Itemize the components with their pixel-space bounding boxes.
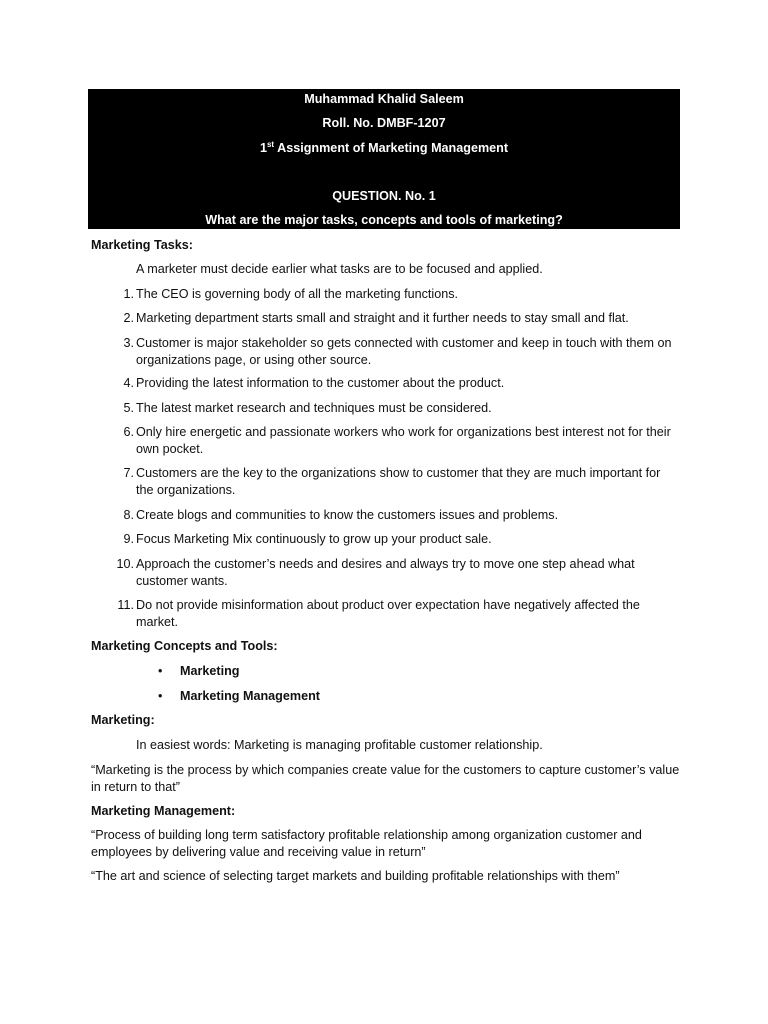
marketing-management-quote-2: “The art and science of selecting target markets and building profitable relationships with them” (91, 869, 620, 883)
task-number: 8. (123, 508, 134, 522)
task-number: 11. (117, 598, 134, 612)
marketing-management-quote-1: “Process of building long term satisfactory profitable relationship among organization customer and employees by delivering value and receiving value in return” (91, 828, 642, 859)
marketing-quote: “Marketing is the process by which companies create value for the customers to capture customer’s value in return to that” (91, 763, 680, 794)
task-number: 9. (123, 532, 134, 546)
task-text: Customers are the key to the organizations show to customer that they are much important for the organizations. (136, 466, 661, 497)
task-text: Only hire energetic and passionate workers who work for organizations best interest not for their own pocket. (136, 425, 671, 456)
task-text: Create blogs and communities to know the customers issues and problems. (136, 508, 559, 522)
bullet-text: Marketing Management (180, 689, 320, 703)
task-number: 5. (123, 401, 134, 415)
question-text: What are the major tasks, concepts and tools of marketing? (205, 213, 563, 227)
task-text: Marketing department starts small and straight and it further needs to stay small and flat. (136, 311, 629, 325)
task-text: Providing the latest information to the customer about the product. (136, 376, 505, 390)
tasks-heading: Marketing Tasks: (91, 238, 193, 252)
tasks-intro: A marketer must decide earlier what tasks are to be focused and applied. (136, 262, 543, 276)
marketing-management-heading: Marketing Management: (91, 804, 236, 818)
marketing-heading: Marketing: (91, 713, 155, 727)
task-number: 4. (123, 376, 134, 390)
concepts-heading: Marketing Concepts and Tools: (91, 639, 278, 653)
bullet-icon: • (158, 664, 163, 678)
task-text: Do not provide misinformation about product over expectation have negatively affected the market. (136, 598, 640, 629)
question-number: QUESTION. No. 1 (332, 189, 436, 203)
author-name: Muhammad Khalid Saleem (304, 92, 464, 106)
task-number: 10. (116, 557, 134, 571)
assignment-number: 1 (259, 141, 267, 155)
task-number: 2. (123, 311, 134, 325)
assignment-title-text: Assignment of Marketing Management (274, 141, 509, 155)
task-number: 3. (123, 336, 134, 350)
bullet-icon: • (158, 689, 163, 703)
task-number: 1. (123, 287, 134, 301)
task-text: Approach the customer’s needs and desires and always try to move one step ahead what customer wants. (136, 557, 635, 588)
task-text: The CEO is governing body of all the marketing functions. (136, 287, 459, 301)
roll-number: Roll. No. DMBF-1207 (322, 116, 446, 130)
task-number: 7. (123, 466, 134, 480)
bullet-text: Marketing (180, 664, 240, 678)
assignment-ordinal: st (266, 140, 275, 149)
marketing-definition: In easiest words: Marketing is managing profitable customer relationship. (136, 738, 543, 752)
task-text: Focus Marketing Mix continuously to grow up your product sale. (136, 532, 492, 546)
task-text: Customer is major stakeholder so gets connected with customer and keep in touch with them on organizations page, or using other source. (136, 336, 672, 367)
task-number: 6. (123, 425, 134, 439)
assignment-title (88, 140, 680, 155)
title-block (88, 89, 680, 229)
task-text: The latest market research and techniques must be considered. (136, 401, 492, 415)
